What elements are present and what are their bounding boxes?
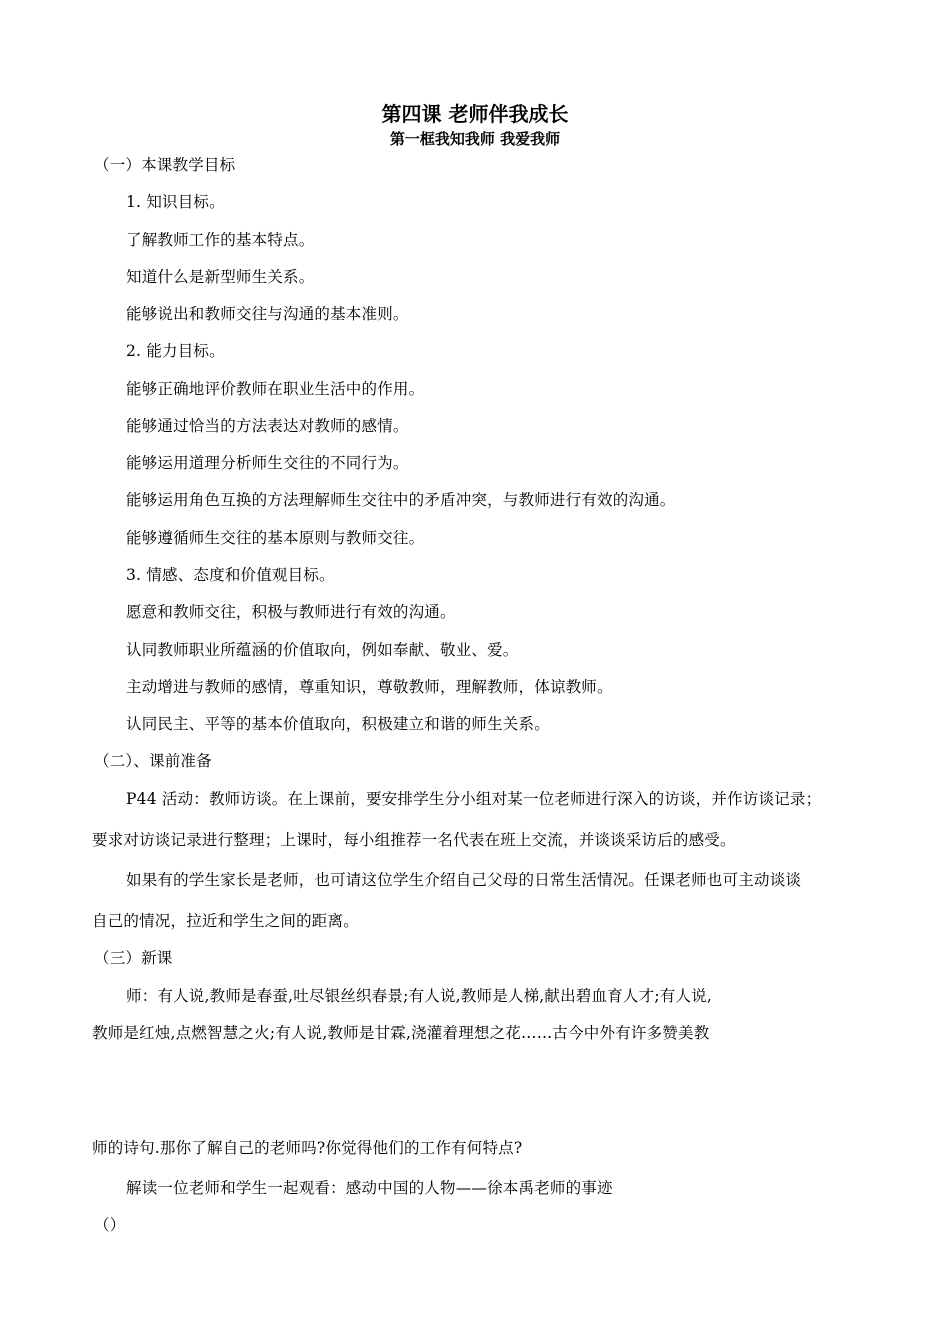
lesson-paragraph-line: 师：有人说,教师是春蚕,吐尽银丝织春景;有人说,教师是人梯,献出碧血育人才;有人说, (126, 987, 712, 1005)
lesson-paragraph-line: 师的诗句.那你了解自己的老师吗?你觉得他们的工作有何特点? (92, 1139, 523, 1157)
values-item: 主动增进与教师的感情，尊重知识，尊敬教师，理解教师，体谅教师。 (126, 678, 613, 696)
knowledge-item: 知道什么是新型师生关系。 (126, 268, 315, 286)
ability-item: 能够运用角色互换的方法理解师生交往中的矛盾冲突，与教师进行有效的沟通。 (126, 491, 676, 509)
empty-parentheses: （） (94, 1216, 126, 1234)
values-item: 愿意和教师交往，积极与教师进行有效的沟通。 (126, 603, 456, 621)
knowledge-item: 了解教师工作的基本特点。 (126, 231, 315, 249)
knowledge-heading: 1. 知识目标。 (126, 193, 225, 211)
values-item: 认同教师职业所蕴涵的价值取向，例如奉献、敬业、爱。 (126, 641, 519, 659)
section-heading-objectives: （一）本课教学目标 (94, 156, 236, 174)
ability-heading: 2. 能力目标。 (126, 342, 225, 360)
section-heading-preparation: （二）、课前准备 (94, 752, 212, 770)
values-item: 认同民主、平等的基本价值取向，积极建立和谐的师生关系。 (126, 715, 550, 733)
document-subtitle: 第一框我知我师 我爱我师 (389, 130, 561, 148)
ability-item: 能够遵循师生交往的基本原则与教师交往。 (126, 529, 425, 547)
knowledge-item: 能够说出和教师交往与沟通的基本准则。 (126, 305, 409, 323)
ability-item: 能够通过恰当的方法表达对教师的感情。 (126, 417, 409, 435)
preparation-paragraph-line: 要求对访谈记录进行整理；上课时，每小组推荐一名代表在班上交流，并谈谈采访后的感受。 (92, 831, 736, 849)
ability-item: 能够运用道理分析师生交往的不同行为。 (126, 454, 409, 472)
document-title: 第四课 老师伴我成长 (381, 102, 569, 126)
section-heading-new-lesson: （三）新课 (94, 949, 173, 967)
ability-item: 能够正确地评价教师在职业生活中的作用。 (126, 380, 425, 398)
lesson-paragraph: 解读一位老师和学生一起观看：感动中国的人物——徐本禹老师的事迹 (126, 1179, 613, 1197)
preparation-paragraph-line: P44 活动：教师访谈。在上课前，要安排学生分小组对某一位老师进行深入的访谈，并作访谈记录； (126, 790, 822, 808)
lesson-paragraph-line: 教师是红烛,点燃智慧之火;有人说,教师是甘霖,浇灌着理想之花……古今中外有许多赞美教 (92, 1024, 710, 1042)
preparation-paragraph-line: 如果有的学生家长是老师，也可请这位学生介绍自己父母的日常生活情况。任课老师也可主动谈谈 (126, 871, 802, 889)
values-heading: 3. 情感、态度和价值观目标。 (126, 566, 335, 584)
preparation-paragraph-line: 自己的情况，拉近和学生之间的距离。 (92, 912, 359, 930)
